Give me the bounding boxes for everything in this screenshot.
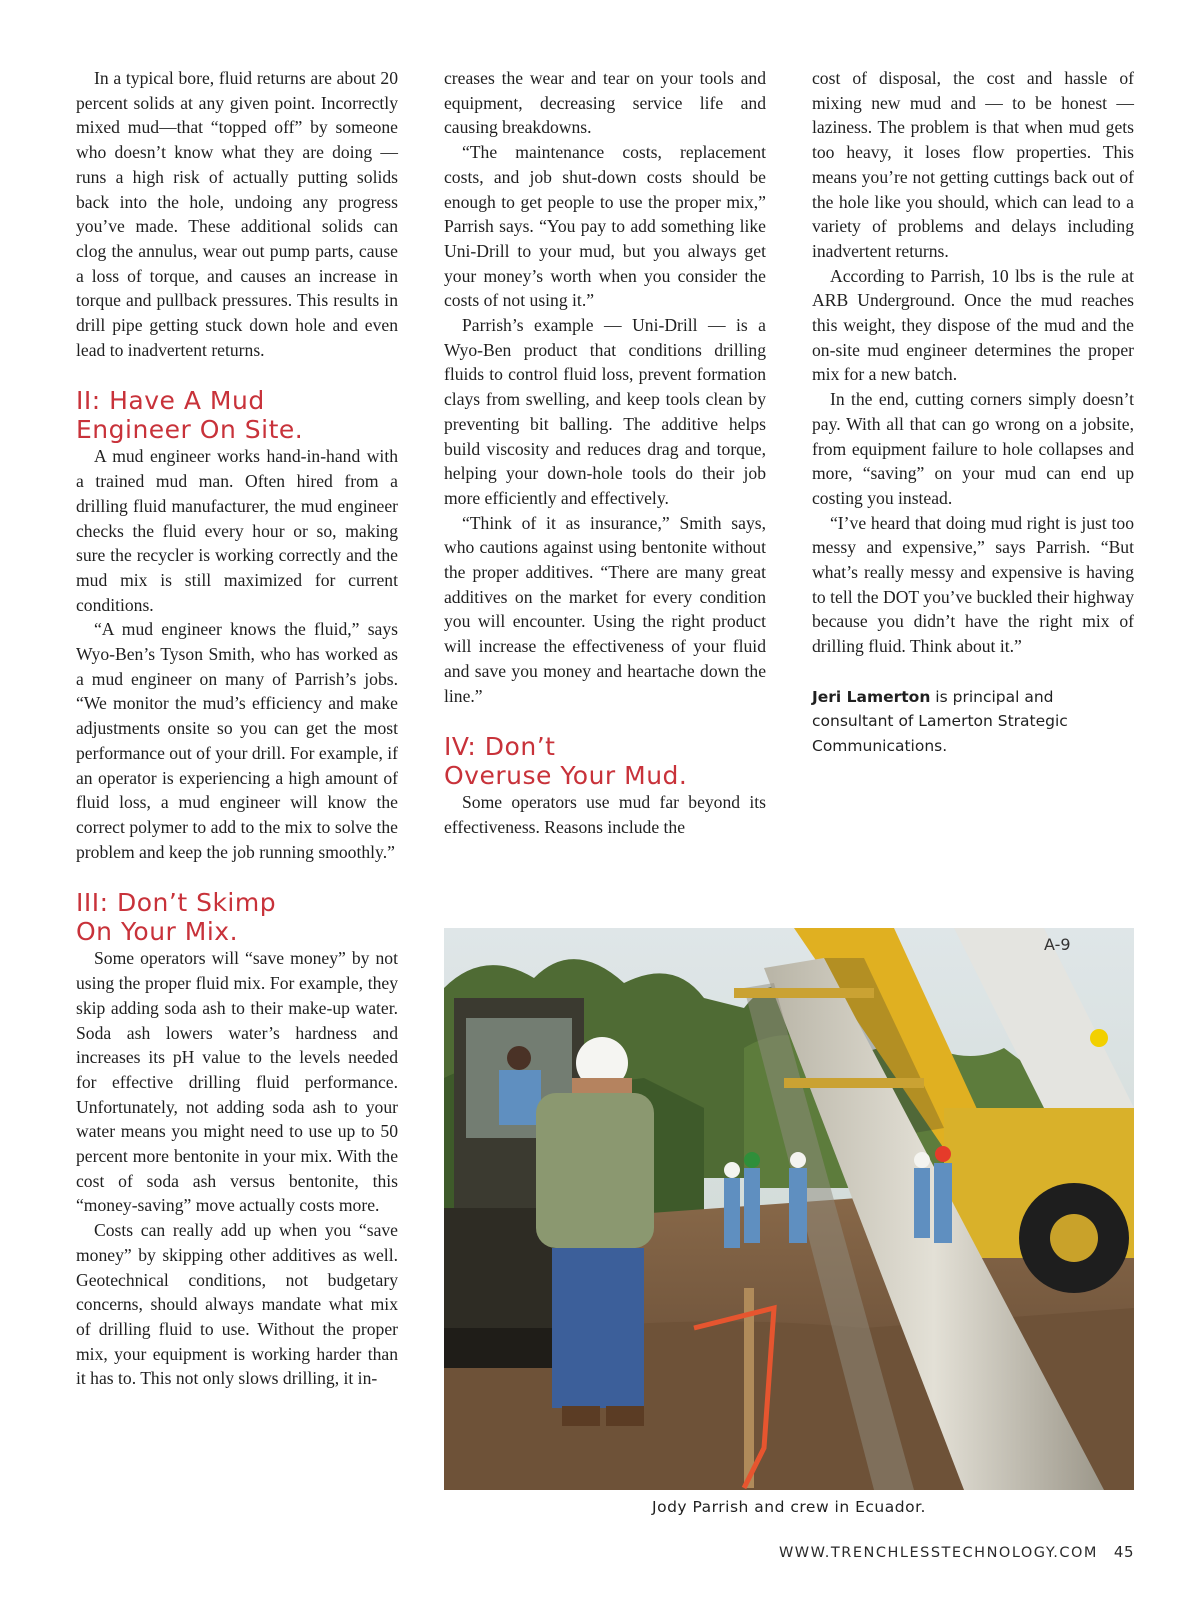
column-1 [76,66,398,1391]
website-url: WWW.TRENCHLESSTECHNOLOGY.COM [778,1545,1098,1561]
paragraph: According to Parrish, 10 lbs is the rule at ARB Underground. Once the mud reaches this weight, they dispose of the mud and the on-site mud engineer determines the proper mix for a new batch. [812,265,1134,385]
paragraph: “Think of it as insurance,” Smith says, who cautions against using bentonite without the proper additives. “There are many great additives on the market for every condition you will encounter. Using the right product will increase the effectiveness of your fluid and save you money and heartache down the line.” [444,512,766,706]
page-number: 45 [1113,1543,1134,1561]
paragraph: “A mud engineer knows the fluid,” says Wyo-Ben’s Tyson Smith, who has worked as a mud engineer on many of Parrish’s jobs. “We monitor the mud’s efficiency and make adjustments onsite so you can get the most performance out of your drill. For example, if an operator is experiencing a high amount of fluid loss, a mud engineer will know the correct polymer to add to the mix to solve the problem and keep the job running smoothly.” [76,619,398,862]
paragraph: Parrish’s example — Uni-Drill — is a Wyo-Ben product that conditions drilling fluids to control fluid loss, prevent formation clays from swelling, and keep tools clean by preventing bit balling. The additive helps build viscosity and reduces drag and torque, helping your down-hole tools do their job more efficiently and effectively. [444,315,766,508]
paragraph: “The maintenance costs, replacement costs, and job shut-down costs should be enough to get people to use the proper mix,” Parrish says. “You pay to add something like Uni-Drill to your mud, but you always get your money’s worth when you consider the costs of not using it.” [444,142,766,311]
paragraph: Some operators will “save money” by not using the proper fluid mix. For example, they skip adding soda ash to their make-up water. Soda ash lowers water’s hardness and increases its pH value to the levels needed for effective drilling fluid performance. Unfortunately, not adding soda ash to your water means you might need to use up to 50 percent more bentonite in your mix. With the cost of soda ash versus bentonite, this “money-saving” move actually costs more. [76,948,398,1216]
photo-caption: Jody Parrish and crew in Ecuador. [652,1498,926,1516]
paragraph: In a typical bore, fluid returns are about 20 percent solids at any given point. Incorrectly mixed mud—that “topped off” by someone who doesn’t know what they are doing — runs a high risk of actually putting solids back into the hole, undoing any progress you’ve made. These additional solids can clog the annulus, wear out pump parts, cause a loss of torque, and causes an increase in torque and pullback pressures. This results in drill pipe getting stuck down hole and even lead to inadvertent returns. [76,68,398,360]
paragraph: A mud engineer works hand-in-hand with a trained mud man. Often hired from a drilling fluid manufacturer, the mud engineer checks the fluid every hour or so, making sure the recycler is working correctly and the mud mix is still maximized for current conditions. [76,446,398,615]
section-heading-2: II: Have A Mud Engineer On Site. [76,386,304,445]
section-heading-3: III: Don’t Skimp On Your Mix. [76,888,277,947]
column-3 [812,66,1134,758]
column-2 [444,66,766,840]
crane-label: A-9 [1044,935,1071,954]
paragraph: creases the wear and tear on your tools and equipment, decreasing service life and causing breakdowns. [444,68,766,138]
author-bio [812,685,1134,759]
author-name: Jeri Lamerton [812,687,931,706]
section-heading-4: IV: Don’t Overuse Your Mud. [444,732,688,791]
paragraph: Costs can really add up when you “save money” by skipping other additives as well. Geotechnical conditions, not budgetary concerns, should always mandate what mix of drilling fluid to use. Without the proper mix, your equipment is working harder than it has to. This not only slows drilling, it in- [76,1220,398,1389]
paragraph: In the end, cutting corners simply doesn’t pay. With all that can go wrong on a jobsite, from equipment failure to hole collapses and more, “saving” on your mud can end up costing you instead. [812,389,1134,508]
paragraph: Some operators use mud far beyond its effectiveness. Reasons include the [444,792,766,837]
author-bio-text: is principal and consultant of Lamerton Strategic Communications. [812,687,1068,755]
paragraph: cost of disposal, the cost and hassle of mixing new mud and — to be honest — laziness. The problem is that when mud gets too heavy, it loses flow properties. This means you’re not getting cuttings back out of the hole like you should, which can lead to a variety of problems and delays including inadvertent returns. [812,68,1134,261]
page-footer [779,1543,1134,1561]
paragraph: “I’ve heard that doing mud right is just too messy and expensive,” says Parrish. “But what’s really messy and expensive is having to tell the DOT you’ve buckled their highway because you didn’t have the right mix of drilling fluid. Think about it.” [812,512,1134,657]
jobsite-photo [444,928,1134,1490]
